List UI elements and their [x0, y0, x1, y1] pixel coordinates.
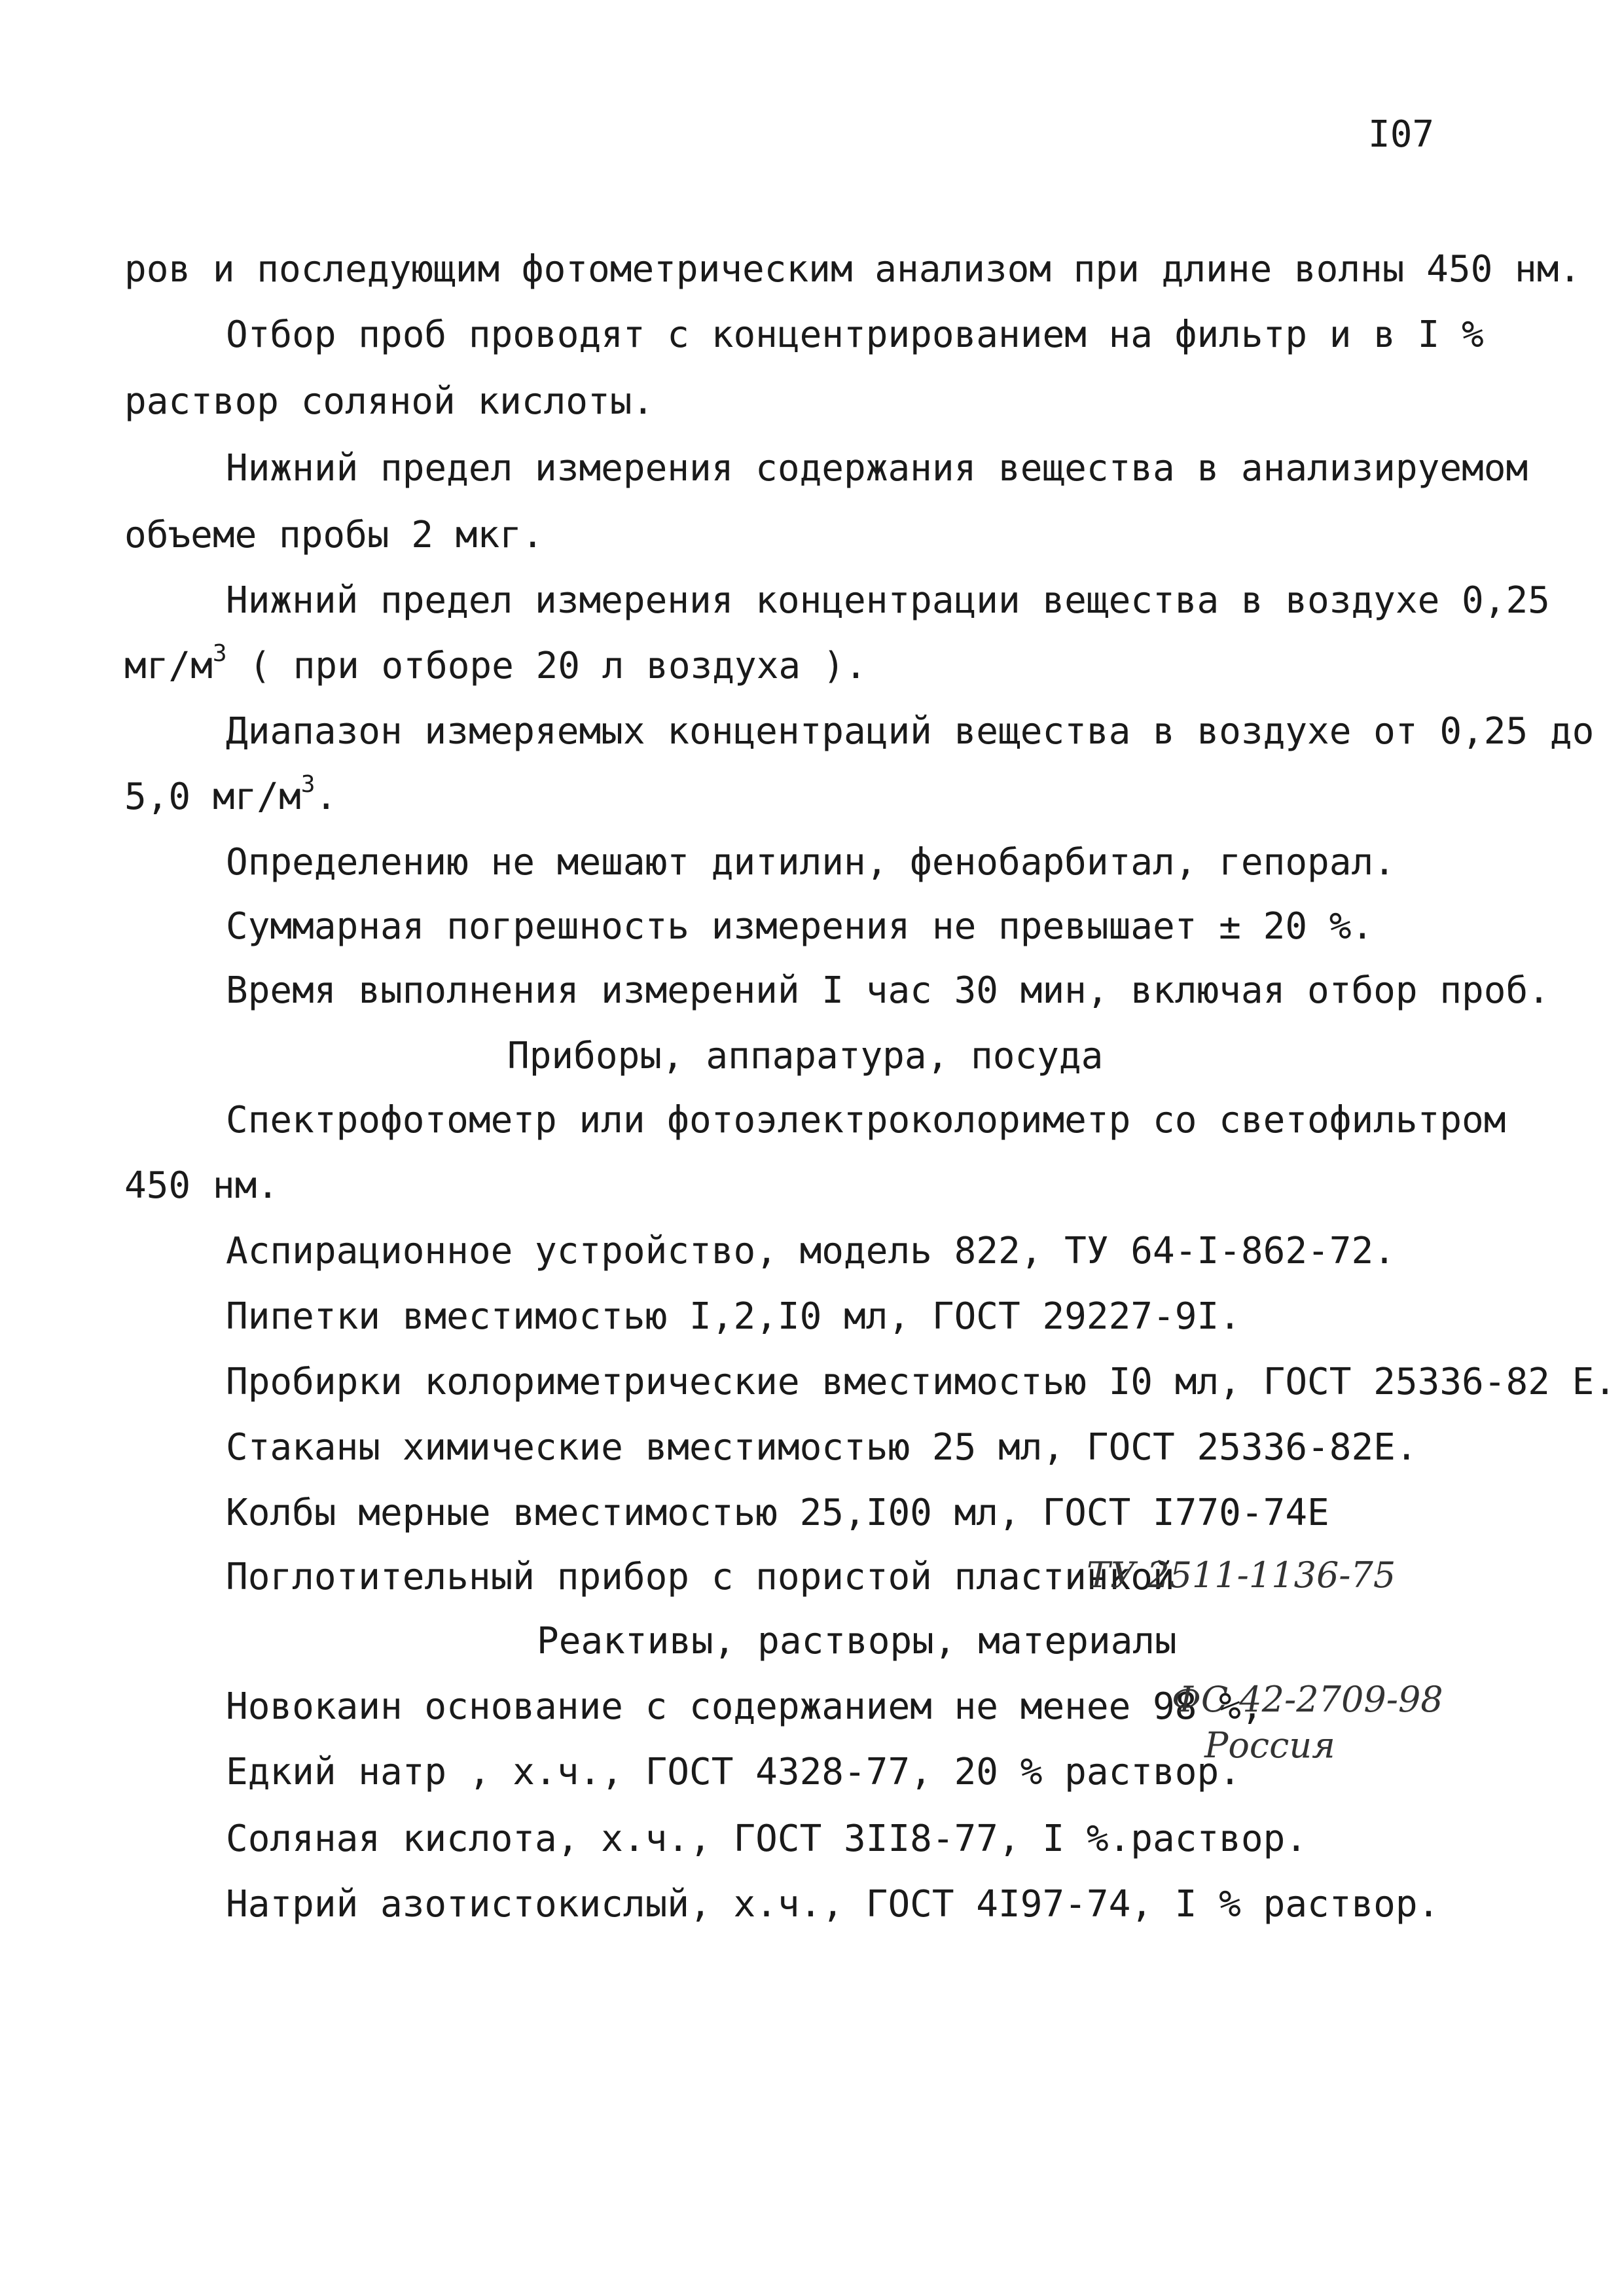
text-line [226, 905, 1374, 948]
list-item: Стаканы химические вместимостью 25 мл, ГОСТ 25336-82Е. [226, 1426, 1418, 1469]
list-item: Поглотительный прибор с пористой пластинкой [226, 1556, 1175, 1598]
list-item: Натрий азотистокислый, х.ч., ГОСТ 4I97-74, I % раствор. [226, 1883, 1440, 1926]
handwritten-note: ТУ 2511-1136-75 [1087, 1554, 1396, 1596]
text-line: Отбор проб проводят с концентрированием на фильтр и в I % [226, 314, 1484, 356]
text-segment: Суммарная погрешность измерения не превышает [226, 905, 1219, 948]
list-item: Аспирационное устройство, модель 822, ТУ 64-I-862-72. [226, 1230, 1396, 1272]
list-item: Новокаин основание с содержанием не менее 98 %, [226, 1685, 1263, 1728]
page-number: I07 [1368, 113, 1435, 156]
text-line: Диапазон измеряемых концентраций вещества в воздухе от 0,25 до [226, 710, 1595, 753]
text-segment: ( при отборе 20 л воздуха ). [226, 645, 867, 687]
handwritten-note: ФС 42-2709-98 [1172, 1679, 1443, 1720]
list-item: Спектрофотометр или фотоэлектроколориметр со светофильтром [226, 1099, 1506, 1141]
superscript: 3 [300, 771, 316, 798]
text-line: Нижний предел измерения содержания вещества в анализируемом [226, 447, 1528, 490]
text-line [124, 771, 338, 818]
list-item: Колбы мерные вместимостью 25,I00 мл, ГОСТ I770-74Е [226, 1492, 1329, 1534]
handwritten-note: Россия [1204, 1725, 1335, 1766]
text-line: Время выполнения измерений I час 30 мин, включая отбор проб. [226, 969, 1550, 1012]
list-item: Пипетки вместимостью I,2,I0 мл, ГОСТ 29227-9I. [226, 1295, 1241, 1338]
text-line: ров и последующим фотометрическим анализом при длине волны 450 нм. [124, 248, 1581, 291]
list-item: 450 нм. [124, 1164, 280, 1207]
section-heading: Реактивы, растворы, материалы [537, 1620, 1177, 1662]
superscript: 3 [212, 640, 227, 667]
list-item: Пробирки колориметрические вместимостью I0 мл, ГОСТ 25336-82 Е. [226, 1361, 1617, 1403]
text-segment: мг/м [124, 645, 213, 687]
text-segment: 20 %. [1240, 905, 1374, 948]
text-line: Нижний предел измерения концентрации вещества в воздухе 0,25 [226, 579, 1550, 622]
text-line: раствор соляной кислоты. [124, 380, 655, 423]
section-heading: Приборы, аппаратура, посуда [507, 1035, 1104, 1077]
list-item: Едкий натр , х.ч., ГОСТ 4328-77, 20 % раствор. [226, 1751, 1241, 1793]
text-segment: 5,0 мг/м [124, 776, 301, 818]
list-item: Соляная кислота, х.ч., ГОСТ 3II8-77, I %.раствор. [226, 1818, 1308, 1860]
text-line: Определению не мешают дитилин, фенобарбитал, гепорал. [226, 841, 1396, 884]
plus-minus-sign: ± [1219, 905, 1241, 948]
text-line [124, 640, 867, 687]
text-line: объеме пробы 2 мкг. [124, 514, 544, 556]
text-segment: . [315, 776, 338, 818]
